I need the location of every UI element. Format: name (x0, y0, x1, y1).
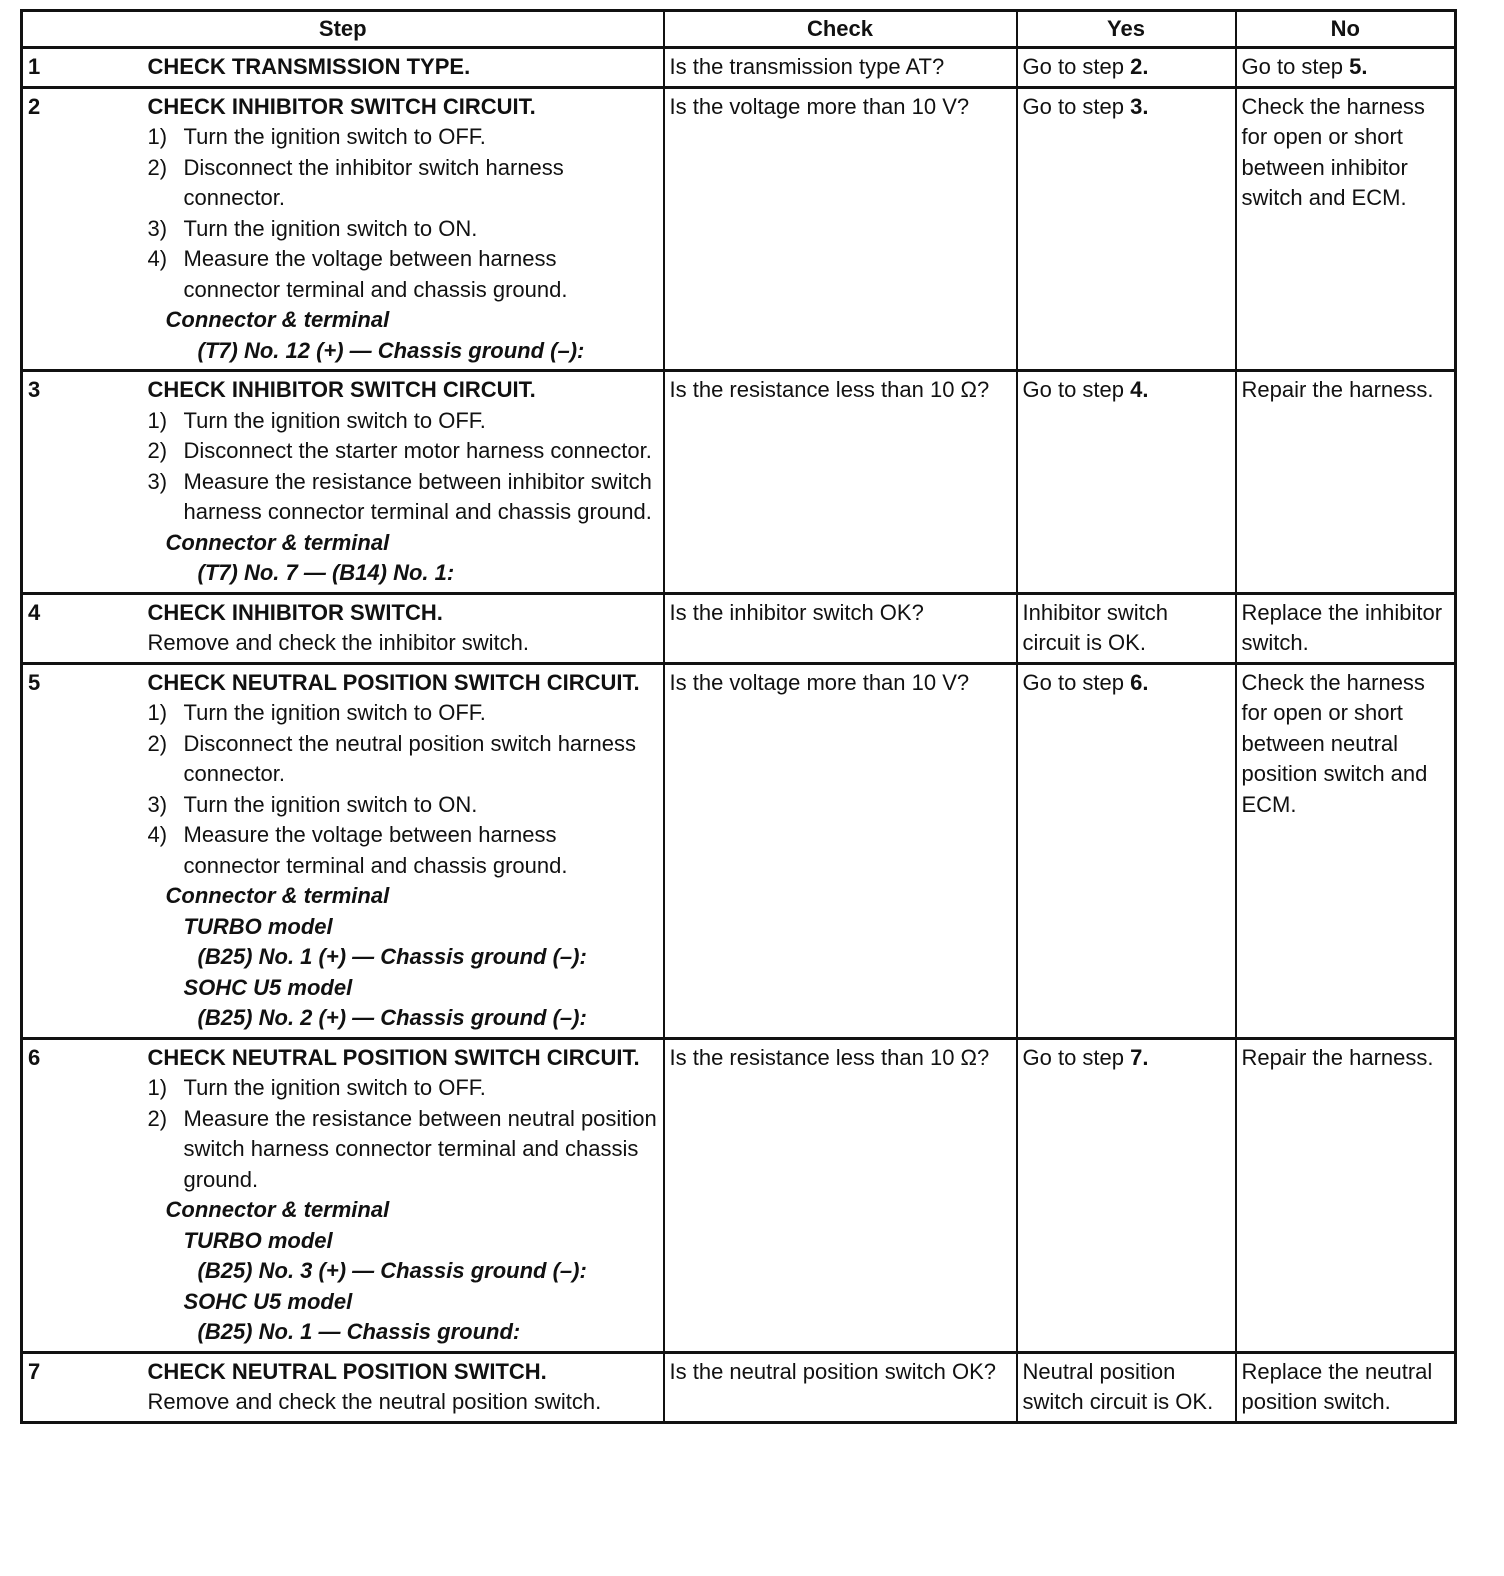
check-cell: Is the inhibitor switch OK? (664, 593, 1017, 663)
step-title: CHECK INHIBITOR SWITCH CIRCUIT. (147, 377, 536, 402)
connector-label: Connector & terminal (165, 529, 390, 555)
model-label: TURBO model (183, 913, 333, 939)
substep: 2) Disconnect the inhibitor switch harness connector. (147, 154, 564, 210)
check-cell: Is the resistance less than 10 Ω? (664, 1038, 1017, 1352)
substep: 2) Measure the resistance between neutral position switch harness connector terminal and chassis ground. (147, 1105, 657, 1192)
no-text: Go to step (1241, 54, 1350, 79)
substep: 3) Turn the ignition switch to ON. (147, 215, 478, 241)
step-title: CHECK NEUTRAL POSITION SWITCH CIRCUIT. (147, 669, 640, 695)
table-row (22, 87, 1456, 371)
step-number: 4 (22, 593, 143, 663)
table-row (22, 48, 1456, 88)
connector-spec: (B25) No. 1 (+) — Chassis ground (–): (197, 944, 587, 969)
connector-label: Connector & terminal (165, 307, 390, 332)
check-cell: Is the voltage more than 10 V? (664, 663, 1017, 1038)
yes-cell: Inhibitor switch circuit is OK. (1017, 593, 1236, 663)
model-label: SOHC U5 model (183, 1288, 353, 1314)
connector-spec: (T7) No. 7 — (B14) No. 1: (197, 560, 455, 585)
diagnostic-table (20, 9, 1457, 1424)
connector-label: Connector & terminal (165, 883, 390, 908)
yes-cell (1017, 87, 1236, 371)
substep-list (148, 122, 659, 305)
step-number: 2 (22, 87, 143, 371)
step-number: 3 (22, 371, 143, 594)
step-title: CHECK INHIBITOR SWITCH CIRCUIT. (147, 93, 536, 119)
step-number: 5 (22, 663, 143, 1038)
no-step-ref: 5. (1349, 54, 1368, 79)
no-cell: Replace the neutral position switch. (1236, 1352, 1456, 1422)
table-row (22, 593, 1456, 663)
step-title: CHECK TRANSMISSION TYPE. (147, 54, 471, 79)
step-cell (143, 48, 664, 88)
step-cell (143, 663, 664, 1038)
yes-step-ref: 6. (1130, 669, 1149, 695)
no-cell: Check the harness for open or short between neutral position switch and ECM. (1236, 663, 1456, 1038)
substep: 1) Turn the ignition switch to OFF. (147, 700, 486, 725)
connector-spec: (B25) No. 2 (+) — Chassis ground (–): (197, 1005, 587, 1030)
yes-text: Go to step (1022, 93, 1131, 119)
yes-step-ref: 3. (1130, 93, 1149, 119)
header-yes: Yes (1017, 11, 1236, 48)
yes-cell (1017, 663, 1236, 1038)
table-row (22, 1352, 1456, 1422)
step-cell (143, 87, 664, 371)
yes-text: Go to step (1022, 54, 1131, 79)
connector-spec: (T7) No. 12 (+) — Chassis ground (–): (197, 337, 585, 363)
substep: 2) Disconnect the neutral position switch harness connector. (147, 730, 636, 786)
yes-cell (1017, 1038, 1236, 1352)
no-cell: Repair the harness. (1236, 371, 1456, 594)
step-number: 1 (22, 48, 143, 88)
step-instruction: Remove and check the neutral position switch. (147, 1389, 602, 1414)
no-cell: Replace the inhibitor switch. (1236, 593, 1456, 663)
check-cell: Is the resistance less than 10 Ω? (664, 371, 1017, 594)
header-no: No (1236, 11, 1456, 48)
substep: 3) Turn the ignition switch to ON. (147, 791, 478, 817)
yes-step-ref: 4. (1130, 377, 1149, 402)
substep: 1) Turn the ignition switch to OFF. (147, 407, 486, 433)
yes-step-ref: 2. (1130, 54, 1149, 79)
yes-cell: Neutral position switch circuit is OK. (1017, 1352, 1236, 1422)
yes-text: Go to step (1022, 1044, 1131, 1070)
step-cell (143, 371, 664, 594)
table-header (22, 11, 1456, 48)
header-check: Check (664, 11, 1017, 48)
step-title: CHECK NEUTRAL POSITION SWITCH CIRCUIT. (147, 1044, 640, 1070)
connector-spec: (B25) No. 1 — Chassis ground: (197, 1319, 521, 1344)
check-cell: Is the neutral position switch OK? (664, 1352, 1017, 1422)
substep: 1) Turn the ignition switch to OFF. (147, 124, 486, 149)
connector-label: Connector & terminal (165, 1197, 390, 1222)
check-cell: Is the voltage more than 10 V? (664, 87, 1017, 371)
table-row (22, 1038, 1456, 1352)
table-row (22, 663, 1456, 1038)
substep: 4) Measure the voltage between harness connector terminal and chassis ground. (147, 822, 568, 878)
header-step: Step (22, 11, 664, 48)
no-cell: Repair the harness. (1236, 1038, 1456, 1352)
substep-list (148, 1073, 659, 1195)
yes-text: Go to step (1022, 377, 1131, 402)
substep: 2) Disconnect the starter motor harness connector. (147, 438, 652, 463)
substep: 3) Measure the resistance between inhibitor switch harness connector terminal and chassis ground. (147, 468, 652, 524)
table-row (22, 371, 1456, 594)
check-cell: Is the transmission type AT? (664, 48, 1017, 88)
substep-list (148, 406, 659, 528)
yes-cell (1017, 371, 1236, 594)
step-title: CHECK NEUTRAL POSITION SWITCH. (147, 1358, 547, 1384)
step-number: 6 (22, 1038, 143, 1352)
yes-step-ref: 7. (1130, 1044, 1149, 1070)
step-cell (143, 1352, 664, 1422)
substep: 1) Turn the ignition switch to OFF. (147, 1075, 486, 1100)
yes-text: Go to step (1022, 669, 1131, 695)
model-label: TURBO model (183, 1227, 333, 1253)
step-number: 7 (22, 1352, 143, 1422)
yes-cell (1017, 48, 1236, 88)
step-cell (143, 593, 664, 663)
substep-list (148, 698, 659, 881)
model-label: SOHC U5 model (183, 974, 353, 1000)
connector-spec: (B25) No. 3 (+) — Chassis ground (–): (197, 1258, 587, 1283)
no-cell: Check the harness for open or short between inhibitor switch and ECM. (1236, 87, 1456, 371)
substep: 4) Measure the voltage between harness connector terminal and chassis ground. (147, 246, 568, 302)
no-cell (1236, 48, 1456, 88)
step-instruction: Remove and check the inhibitor switch. (147, 630, 530, 655)
step-title: CHECK INHIBITOR SWITCH. (147, 599, 443, 625)
step-cell (143, 1038, 664, 1352)
